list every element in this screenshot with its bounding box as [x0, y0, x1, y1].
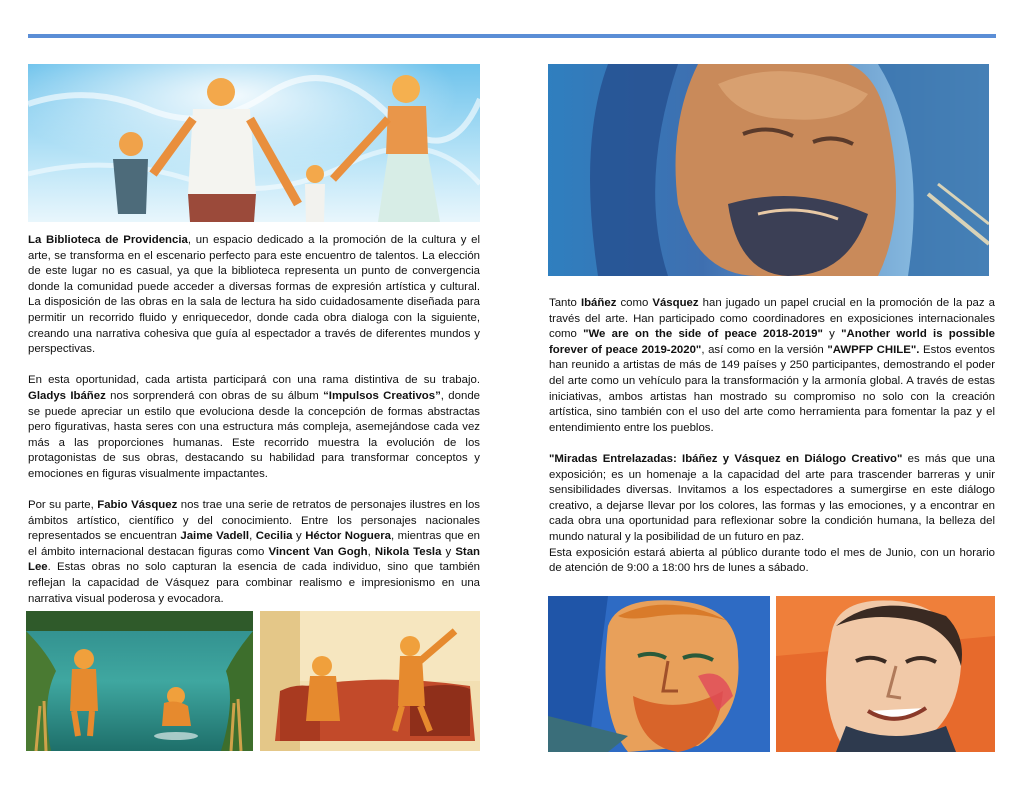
artist-name: Fabio Vásquez [97, 499, 178, 512]
right-paragraph-3: Esta exposición estará abierta al público durante todo el mes de Junio, con un horario de atención de 9:00 a 18:00 hrs de lunes a sábado. [549, 546, 995, 575]
album-name: “Impulsos Creativos” [323, 389, 441, 402]
left-paragraph-1 [28, 233, 480, 358]
text-run: Estos eventos han reunido a artistas de más de 149 países y 250 participantes, demostrando el poder del arte como un vehículo para la transformación y la armonía global. A través de estas iniciativas, ambos artistas han mostrado su compromiso no solo con la creación artística, sino también con el uso del arte como herramienta para fomentar la paz y el entendimiento entre los pueblos. [549, 343, 995, 434]
library-name: La Biblioteca de Providencia [28, 234, 188, 246]
text-run: En esta oportunidad, cada artista participará con una rama distintiva de su trabajo. [28, 374, 480, 387]
text-run: han jugado un papel crucial en la promoción de la paz a través del arte. Han participado como coordinadores en exposiciones internacionales como [549, 297, 995, 341]
text-run: es más que una exposición; es un homenaje a la capacidad del arte para trascender barreras y unir sensibilidades diversas. Invitamos a los espectadores a sumergirse en este diálogo creativo, a dejarse llevar por los colores, las formas y las emociones, y a encontrar en cada obra una oportunidad para reflexionar sobre la condición humana, la belleza del mundo natural y la posibilidad de un futuro en paz. [549, 452, 995, 543]
exhibition-name: "We are on the side of peace 2018-2019" [583, 328, 823, 341]
left-paragraph-2 [28, 373, 480, 482]
person-name: Nikola Tesla [374, 545, 442, 558]
artist-name: Gladys Ibáñez [28, 389, 106, 402]
painting-portrait-image [548, 64, 989, 276]
text-run: Por su parte, [28, 499, 98, 512]
exhibition-title: "Miradas Entrelazadas: Ibáñez y Vásquez en Diálogo Creativo" [549, 452, 903, 465]
right-paragraph-2 [549, 452, 995, 546]
text-run: , [367, 545, 375, 558]
text-run: Tanto [549, 297, 581, 309]
person-name: Héctor Noguera [305, 530, 391, 543]
painting-family-image [28, 64, 480, 222]
artist-name: Ibáñez [580, 297, 617, 309]
left-paragraph-3 [28, 498, 480, 607]
exhibition-name: "AWPFP CHILE". [827, 343, 920, 356]
left-column-text [28, 233, 480, 607]
painting-sofa-image [260, 611, 480, 751]
person-name: Vincent Van Gogh [268, 545, 368, 558]
painting-lake-image [26, 611, 253, 751]
text-run: , mientras que en el ámbito internacional destacan figuras como [28, 530, 481, 558]
painting-van-gogh-image [548, 596, 770, 752]
text-run: nos sorprenderá con obras de su álbum [105, 389, 324, 402]
text-run: nos trae una serie de retratos de personajes ilustres en los ámbitos artístico, científico y del conocimiento. Entre los personajes nacionales representados se encuentran [28, 499, 480, 543]
text-run: como [616, 297, 653, 309]
text-run: , [249, 530, 256, 543]
right-column-text [549, 296, 995, 577]
text-run: . Estas obras no solo capturan la esencia de cada individuo, sino que también reflejan la capacidad de Vásquez para combinar realismo e impresionismo en una narrativa visual poderosa y evocadora. [28, 561, 480, 605]
person-name: Stan Lee [28, 545, 480, 574]
text-run: , así como en la versión [701, 343, 828, 356]
header-rule [28, 34, 996, 38]
text-run: y [441, 545, 456, 558]
text-run: y [822, 328, 842, 341]
right-paragraph-1 [549, 296, 995, 436]
person-name: Jaime Vadell [180, 530, 250, 543]
text-run: , donde se puede apreciar un estilo que evoluciona desde la concepción de formas abstractas pero figurativas, hasta seres con una estructura más compleja, asemejándose cada vez más a las proporciones humanas. Este recorrido muestra la evolución de los protagonistas de sus obras, destacando su habilidad para transformar conceptos y emociones en figuras visualmente impactantes. [28, 389, 480, 480]
exhibition-name: "Another world is possible forever of peace 2019-2020" [549, 328, 995, 356]
artist-name: Vásquez [652, 297, 699, 309]
person-name: Cecilia [255, 530, 293, 543]
text-run: , un espacio dedicado a la promoción de la cultura y el arte, se transforma en el escenario perfecto para este encuentro de talentos. La elección de este lugar no es casual, ya que la biblioteca representa un punto de convergencia donde la comunidad puede acceder a diversas formas de expresión artística y cultural. La disposición de las obras en la sala de lectura ha sido cuidadosamente diseñada para permitir un recorrido fluido y enriquecedor, donde cada obra dialoga con la siguiente, creando una narrativa cohesiva que guía al espectador a través de diferentes mundos y perspectivas. [28, 234, 480, 356]
text-run: y [292, 530, 306, 543]
painting-man-portrait-image [776, 596, 995, 752]
